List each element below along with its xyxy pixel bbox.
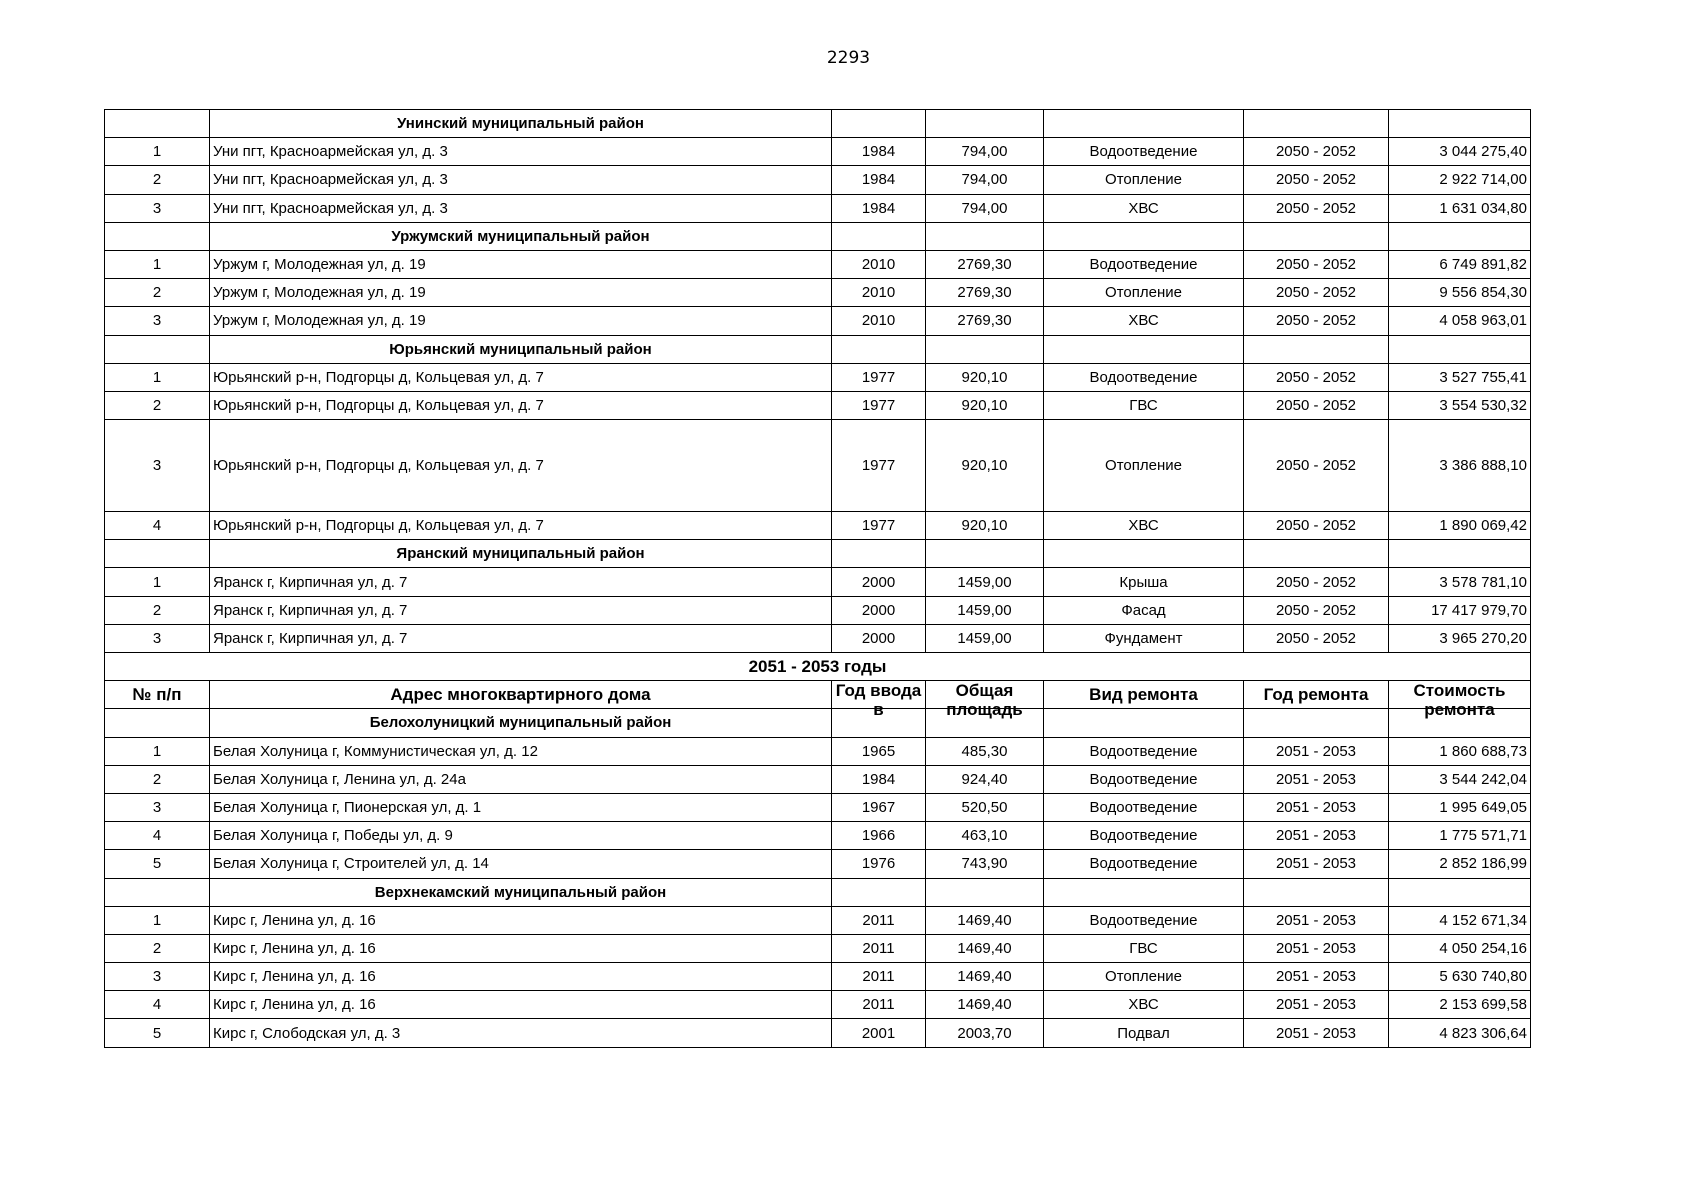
year-cell: 2011 [832,991,926,1019]
repair-type-cell: Фасад [1044,596,1244,624]
repair-type-cell: Фундамент [1044,624,1244,652]
empty-cell [1044,540,1244,568]
repair-type-cell: Водоотведение [1044,850,1244,878]
row-number: 3 [105,624,210,652]
row-number: 3 [105,420,210,512]
row-number: 3 [105,793,210,821]
area-cell: 2769,30 [926,279,1044,307]
period-row [105,653,1531,681]
year-cell: 2000 [832,596,926,624]
row-number: 1 [105,138,210,166]
header-repair-period: Год ремонта [1244,681,1389,709]
cost-cell: 3 527 755,41 [1389,363,1531,391]
cost-cell: 3 044 275,40 [1389,138,1531,166]
area-cell: 794,00 [926,166,1044,194]
table-row [105,568,1531,596]
repair-period-cell: 2051 - 2053 [1244,850,1389,878]
empty-cell [105,878,210,906]
year-cell: 2010 [832,279,926,307]
year-cell: 1984 [832,166,926,194]
area-cell: 743,90 [926,850,1044,878]
repair-period-cell: 2050 - 2052 [1244,194,1389,222]
repair-type-cell: Отопление [1044,420,1244,512]
year-cell: 1977 [832,512,926,540]
repair-period-cell: 2051 - 2053 [1244,822,1389,850]
year-cell: 1984 [832,138,926,166]
table-row [105,391,1531,419]
header-year-text: Год ввода в [835,680,922,719]
cost-cell: 2 153 699,58 [1389,991,1531,1019]
row-number: 4 [105,512,210,540]
area-cell: 794,00 [926,138,1044,166]
area-cell: 1469,40 [926,906,1044,934]
empty-cell [1044,335,1244,363]
district-title: Белохолуницкий муниципальный район [210,709,832,737]
table-row [105,512,1531,540]
area-cell: 920,10 [926,363,1044,391]
year-cell: 1977 [832,420,926,512]
row-number: 1 [105,250,210,278]
repair-type-cell: Отопление [1044,279,1244,307]
repair-type-cell: Отопление [1044,166,1244,194]
row-number: 3 [105,963,210,991]
empty-cell [1389,110,1531,138]
repair-period-cell: 2050 - 2052 [1244,279,1389,307]
table-row [105,822,1531,850]
cost-cell: 5 630 740,80 [1389,963,1531,991]
cost-cell: 2 922 714,00 [1389,166,1531,194]
repair-period-cell: 2050 - 2052 [1244,166,1389,194]
repair-type-cell: Водоотведение [1044,138,1244,166]
empty-cell [832,110,926,138]
address-cell: Белая Холуница г, Ленина ул, д. 24а [210,765,832,793]
area-cell: 1459,00 [926,624,1044,652]
cost-cell: 3 578 781,10 [1389,568,1531,596]
page-number: 2293 [826,48,871,68]
empty-cell [1244,335,1389,363]
row-number: 2 [105,934,210,962]
header-address: Адрес многоквартирного дома [210,681,832,709]
row-number: 2 [105,391,210,419]
repair-type-cell: ГВС [1044,391,1244,419]
table-row [105,307,1531,335]
empty-cell [926,878,1044,906]
row-number: 1 [105,363,210,391]
year-cell: 2001 [832,1019,926,1047]
repair-type-cell: Водоотведение [1044,363,1244,391]
cost-cell: 4 152 671,34 [1389,906,1531,934]
cost-cell: 1 860 688,73 [1389,737,1531,765]
address-cell: Кирс г, Ленина ул, д. 16 [210,934,832,962]
district-title: Уржумский муниципальный район [210,222,832,250]
repair-type-cell: Водоотведение [1044,250,1244,278]
table-row [105,624,1531,652]
district-title: Яранский муниципальный район [210,540,832,568]
table-row [105,596,1531,624]
row-number: 4 [105,991,210,1019]
table-row [105,737,1531,765]
area-cell: 1469,40 [926,963,1044,991]
area-cell: 463,10 [926,822,1044,850]
row-number: 1 [105,906,210,934]
repair-period-cell: 2051 - 2053 [1244,906,1389,934]
repair-type-cell: Крыша [1044,568,1244,596]
empty-cell [105,540,210,568]
repair-period-cell: 2050 - 2052 [1244,512,1389,540]
address-cell: Юрьянский р-н, Подгорцы д, Кольцевая ул, д. 7 [210,363,832,391]
area-cell: 1459,00 [926,568,1044,596]
address-cell: Уни пгт, Красноармейская ул, д. 3 [210,194,832,222]
table-row [105,963,1531,991]
table-row [105,279,1531,307]
empty-cell [1044,878,1244,906]
cost-cell: 2 852 186,99 [1389,850,1531,878]
repair-period-cell: 2051 - 2053 [1244,765,1389,793]
row-number: 1 [105,568,210,596]
repair-period-cell: 2050 - 2052 [1244,391,1389,419]
empty-cell [105,110,210,138]
year-cell: 2011 [832,963,926,991]
row-number: 2 [105,279,210,307]
table-row [105,166,1531,194]
cost-cell: 17 417 979,70 [1389,596,1531,624]
repair-type-cell: Водоотведение [1044,906,1244,934]
address-cell: Уржум г, Молодежная ул, д. 19 [210,307,832,335]
district-row [105,222,1531,250]
address-cell: Белая Холуница г, Победы ул, д. 9 [210,822,832,850]
year-cell: 2000 [832,568,926,596]
row-number: 3 [105,194,210,222]
address-cell: Юрьянский р-н, Подгорцы д, Кольцевая ул, д. 7 [210,391,832,419]
repair-type-cell: Водоотведение [1044,822,1244,850]
area-cell: 1469,40 [926,934,1044,962]
empty-cell [926,222,1044,250]
cost-cell: 3 386 888,10 [1389,420,1531,512]
repair-type-cell: ХВС [1044,307,1244,335]
repair-type-cell: ХВС [1044,194,1244,222]
repair-period-cell: 2050 - 2052 [1244,624,1389,652]
row-number: 3 [105,307,210,335]
cost-cell: 1 995 649,05 [1389,793,1531,821]
empty-cell [1389,222,1531,250]
empty-cell [832,540,926,568]
repair-type-cell: Отопление [1044,963,1244,991]
table-row [105,793,1531,821]
address-cell: Яранск г, Кирпичная ул, д. 7 [210,568,832,596]
cost-cell: 9 556 854,30 [1389,279,1531,307]
repair-type-cell: Водоотведение [1044,765,1244,793]
district-row [105,878,1531,906]
district-row [105,540,1531,568]
row-number: 1 [105,737,210,765]
cost-cell: 6 749 891,82 [1389,250,1531,278]
cost-cell: 1 890 069,42 [1389,512,1531,540]
address-cell: Белая Холуница г, Пионерская ул, д. 1 [210,793,832,821]
year-cell: 2000 [832,624,926,652]
empty-cell [926,540,1044,568]
empty-cell [1044,222,1244,250]
year-cell: 1984 [832,194,926,222]
row-number: 2 [105,596,210,624]
cost-cell: 1 631 034,80 [1389,194,1531,222]
address-cell: Юрьянский р-н, Подгорцы д, Кольцевая ул, д. 7 [210,420,832,512]
address-cell: Белая Холуница г, Коммунистическая ул, д. 12 [210,737,832,765]
table-row [105,906,1531,934]
empty-cell [1244,878,1389,906]
row-number: 5 [105,850,210,878]
table-row [105,420,1531,512]
empty-cell [1244,540,1389,568]
repair-type-cell: ХВС [1044,991,1244,1019]
year-cell: 1977 [832,363,926,391]
address-cell: Белая Холуница г, Строителей ул, д. 14 [210,850,832,878]
table-row [105,1019,1531,1047]
repair-period-cell: 2050 - 2052 [1244,307,1389,335]
header-cost-text: Стоимость ремонта [1413,680,1506,719]
year-cell: 1984 [832,765,926,793]
table-row [105,250,1531,278]
cost-cell: 3 554 530,32 [1389,391,1531,419]
address-cell: Яранск г, Кирпичная ул, д. 7 [210,596,832,624]
empty-cell [1389,878,1531,906]
address-cell: Уржум г, Молодежная ул, д. 19 [210,279,832,307]
empty-cell [1044,110,1244,138]
cost-cell: 3 544 242,04 [1389,765,1531,793]
year-cell: 1966 [832,822,926,850]
cost-cell: 4 823 306,64 [1389,1019,1531,1047]
empty-cell [105,335,210,363]
row-number: 5 [105,1019,210,1047]
area-cell: 924,40 [926,765,1044,793]
area-cell: 920,10 [926,391,1044,419]
empty-cell [926,335,1044,363]
header-cost [1389,680,1531,719]
area-cell: 2003,70 [926,1019,1044,1047]
repair-period-cell: 2051 - 2053 [1244,1019,1389,1047]
repair-type-cell: Водоотведение [1044,737,1244,765]
table-row [105,934,1531,962]
table-row [105,194,1531,222]
header-repair-type: Вид ремонта [1044,681,1244,709]
table-row [105,991,1531,1019]
area-cell: 920,10 [926,512,1044,540]
area-cell: 485,30 [926,737,1044,765]
address-cell: Юрьянский р-н, Подгорцы д, Кольцевая ул, д. 7 [210,512,832,540]
row-number: 2 [105,765,210,793]
year-cell: 2010 [832,250,926,278]
district-row [105,709,1531,737]
row-number: 2 [105,166,210,194]
repair-type-cell: Подвал [1044,1019,1244,1047]
year-cell: 2010 [832,307,926,335]
address-cell: Уржум г, Молодежная ул, д. 19 [210,250,832,278]
column-header-row [105,681,1531,709]
header-area [926,680,1044,719]
address-cell: Кирс г, Ленина ул, д. 16 [210,963,832,991]
empty-cell [832,222,926,250]
year-cell: 2011 [832,906,926,934]
repair-period-cell: 2051 - 2053 [1244,737,1389,765]
address-cell: Кирс г, Ленина ул, д. 16 [210,991,832,1019]
repair-type-cell: ГВС [1044,934,1244,962]
table-row [105,138,1531,166]
repair-period-cell: 2050 - 2052 [1244,363,1389,391]
cost-cell: 4 058 963,01 [1389,307,1531,335]
period-title: 2051 - 2053 годы [105,653,1531,681]
district-title: Верхнекамский муниципальный район [210,878,832,906]
year-cell: 1965 [832,737,926,765]
address-cell: Кирс г, Ленина ул, д. 16 [210,906,832,934]
repair-period-cell: 2050 - 2052 [1244,138,1389,166]
district-row [105,335,1531,363]
table-row [105,363,1531,391]
empty-cell [1244,709,1389,737]
empty-cell [1244,110,1389,138]
table-row [105,765,1531,793]
district-title: Юрьянский муниципальный район [210,335,832,363]
empty-cell [1389,540,1531,568]
row-number: 4 [105,822,210,850]
repair-period-cell: 2051 - 2053 [1244,991,1389,1019]
year-cell: 1977 [832,391,926,419]
repair-period-cell: 2051 - 2053 [1244,793,1389,821]
repair-schedule-table [104,109,1531,1048]
empty-cell [926,110,1044,138]
district-row [105,110,1531,138]
area-cell: 1469,40 [926,991,1044,1019]
cost-cell: 1 775 571,71 [1389,822,1531,850]
table-row [105,850,1531,878]
address-cell: Яранск г, Кирпичная ул, д. 7 [210,624,832,652]
cost-cell: 4 050 254,16 [1389,934,1531,962]
repair-period-cell: 2051 - 2053 [1244,934,1389,962]
address-cell: Уни пгт, Красноармейская ул, д. 3 [210,166,832,194]
year-cell: 2011 [832,934,926,962]
empty-cell [832,335,926,363]
area-cell: 920,10 [926,420,1044,512]
repair-type-cell: ХВС [1044,512,1244,540]
repair-period-cell: 2051 - 2053 [1244,963,1389,991]
repair-period-cell: 2050 - 2052 [1244,596,1389,624]
empty-cell [1044,709,1244,737]
repair-period-cell: 2050 - 2052 [1244,568,1389,596]
repair-period-cell: 2050 - 2052 [1244,250,1389,278]
area-cell: 520,50 [926,793,1044,821]
empty-cell [832,878,926,906]
year-cell: 1967 [832,793,926,821]
area-cell: 2769,30 [926,250,1044,278]
area-cell: 2769,30 [926,307,1044,335]
empty-cell [1244,222,1389,250]
cost-cell: 3 965 270,20 [1389,624,1531,652]
address-cell: Уни пгт, Красноармейская ул, д. 3 [210,138,832,166]
header-area-text: Общая площадь [946,680,1023,719]
header-number: № п/п [105,681,210,709]
area-cell: 794,00 [926,194,1044,222]
year-cell: 1976 [832,850,926,878]
empty-cell [1389,335,1531,363]
repair-period-cell: 2050 - 2052 [1244,420,1389,512]
empty-cell [105,709,210,737]
address-cell: Кирс г, Слободская ул, д. 3 [210,1019,832,1047]
header-year [832,680,926,719]
district-title: Унинский муниципальный район [210,110,832,138]
empty-cell [105,222,210,250]
repair-type-cell: Водоотведение [1044,793,1244,821]
area-cell: 1459,00 [926,596,1044,624]
